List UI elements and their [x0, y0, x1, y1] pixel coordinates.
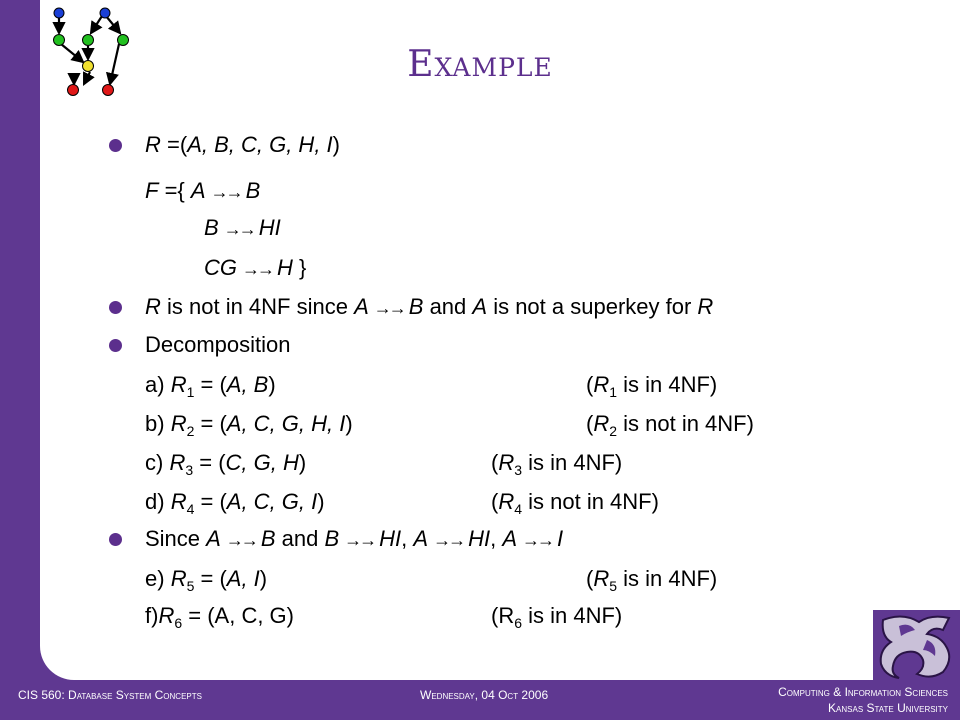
bullet-icon	[109, 533, 122, 546]
mvd-arrow-icon: →→	[433, 530, 464, 550]
decomposition-b-note: ($R_2$ is not in 4NF)	[586, 411, 754, 439]
mvd-arrow-icon: →→	[242, 259, 272, 279]
mvd-arrow-icon: →→	[344, 530, 375, 550]
mvd-arrow-icon: →→	[210, 182, 241, 202]
decomposition-a-note: ($R_1$ is in 4NF)	[586, 372, 718, 400]
mvd-inference: Since A →→ B and B →→ HI, A →→ HI, A →→ I	[145, 526, 564, 551]
bullet-icon	[109, 301, 122, 314]
bullet-icon	[109, 139, 122, 152]
fd-set-line-3: CG →→ H }	[204, 255, 307, 280]
ksu-wildcat-logo-icon	[873, 610, 960, 684]
footer-course: CIS 560: Database System Concepts	[18, 688, 202, 702]
mvd-arrow-icon: →→	[223, 219, 254, 239]
decomposition-d-note: ($R_4$ is not in 4NF)	[491, 489, 659, 517]
not-4nf-statement: R is not in 4NF since A →→ B and A is not a superkey for R	[145, 294, 714, 319]
footer-date: Wednesday, 04 Oct 2006	[420, 688, 549, 702]
decomposition-heading: Decomposition	[145, 332, 291, 357]
relation-definition: R =(A, B, C, G, H, I)	[145, 132, 340, 157]
mvd-arrow-icon: →→	[522, 530, 552, 550]
decomposition-f-note: ($R_6$ is in 4NF)	[491, 603, 623, 631]
footer-university: Kansas State University	[828, 701, 948, 715]
fd-set-line-2: B →→ HI	[204, 215, 281, 240]
decomposition-c-note: ($R_3$ is in 4NF)	[491, 450, 623, 478]
decomposition-f: $f)R_6 = (A$, C, G)	[145, 603, 294, 631]
decomposition-d: d) $R_4 = (A$, C, G, I)	[145, 489, 325, 517]
decomposition-e: e) $R_5 = (A$, I)	[145, 566, 268, 594]
bullet-icon	[109, 339, 122, 352]
mvd-arrow-icon: →→	[225, 530, 256, 550]
decomposition-e-note: ($R_5$ is in 4NF)	[586, 566, 718, 594]
decomposition-b: b) $R_2 = (A$, C, G, H, I)	[145, 411, 353, 439]
fd-set-line-1: F ={ A →→ B	[145, 178, 261, 203]
decomposition-c: c) $R_3 = (C$, G, H)	[145, 450, 307, 478]
decomposition-a: a) $R_1 = (A$, B)	[145, 372, 276, 400]
slide-title: Example	[407, 44, 553, 85]
footer-dept: Computing & Information Sciences	[778, 685, 948, 699]
mvd-arrow-icon: →→	[373, 298, 404, 318]
